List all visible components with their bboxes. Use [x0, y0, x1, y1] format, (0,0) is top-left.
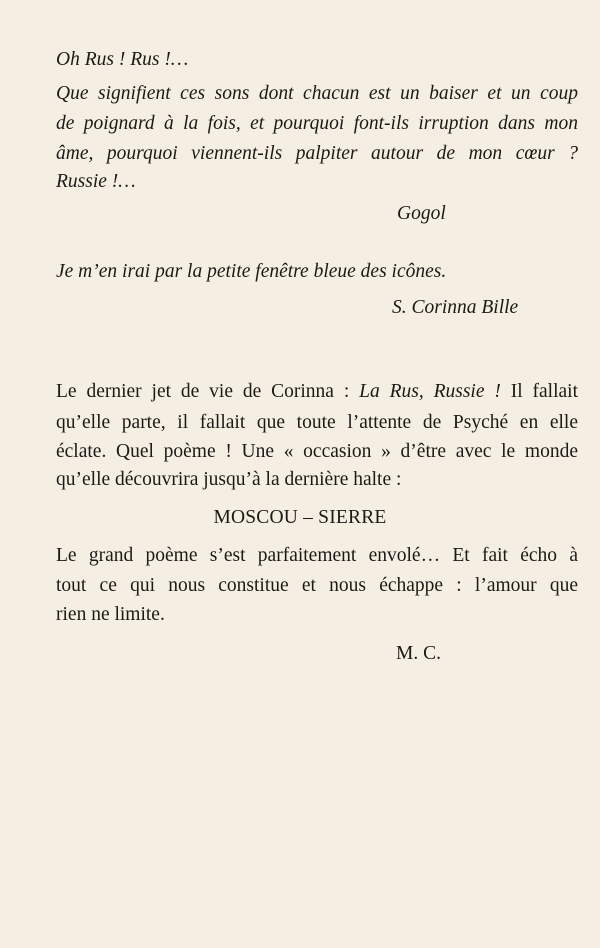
paragraph-1-line-3: éclate. Quel poème ! Une « occasion » d’être avec le monde — [56, 441, 578, 462]
paragraph-1-line-1 — [56, 381, 578, 403]
epigraph-2-text: Je m’en irai par la petite fenêtre bleue des icônes. — [56, 261, 447, 282]
paragraph-2-line-3: rien ne limite. — [56, 604, 165, 625]
epigraph-line-3: de poignard à la fois, et pourquoi font-ils irruption dans mon — [56, 113, 578, 134]
epigraph-line-5: Russie !… — [56, 171, 136, 192]
centered-heading: MOSCOU – SIERRE — [213, 507, 387, 528]
p1-text-a: Le dernier jet de vie de Corinna : — [56, 381, 350, 402]
work-title: La Rus, Russie ! — [359, 381, 501, 402]
paragraph-1-line-4: qu’elle découvrira jusqu’à la dernière halte : — [56, 469, 402, 490]
epigraph-author-gogol: Gogol — [397, 203, 446, 224]
author-initials: M. C. — [396, 643, 441, 664]
p1-text-b: Il fallait — [510, 381, 579, 402]
paragraph-2-line-1: Le grand poème s’est parfaitement envolé… Et fait écho à — [56, 545, 578, 566]
paragraph-1-line-2: qu’elle parte, il fallait que toute l’attente de Psyché en elle — [56, 412, 578, 433]
epigraph-line-1: Oh Rus ! Rus !… — [56, 49, 189, 70]
epigraph-line-2: Que signifient ces sons dont chacun est un baiser et un coup — [56, 83, 578, 104]
epigraph-author-bille: S. Corinna Bille — [392, 297, 519, 318]
paragraph-2-line-2: tout ce qui nous constitue et nous échappe : l’amour que — [56, 575, 578, 596]
epigraph-line-4: âme, pourquoi viennent-ils palpiter autour de mon cœur ? — [56, 143, 578, 164]
